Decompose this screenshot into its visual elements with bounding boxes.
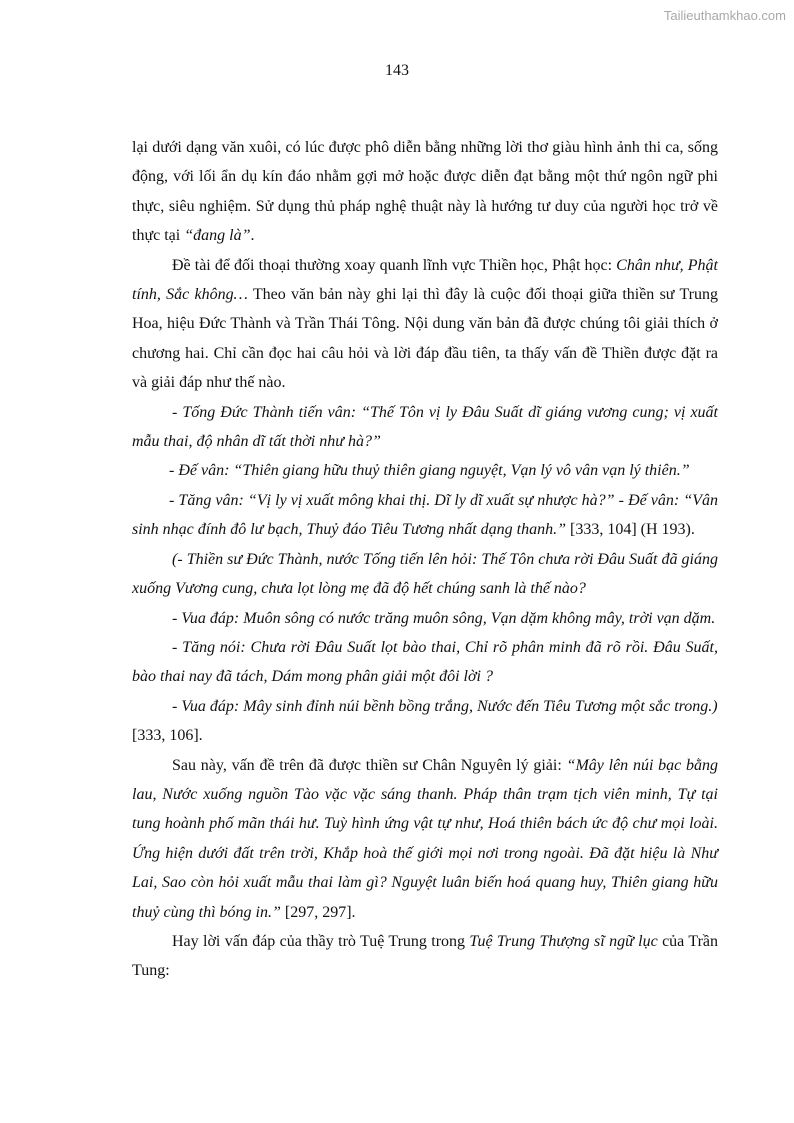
quote-answer-1-text: - Đế vân: “Thiên giang hữu thuỷ thiên giang nguyệt, Vạn lý vô vân vạn lý thiên.” bbox=[169, 462, 690, 480]
citation-2: [333, 106]. bbox=[132, 727, 203, 745]
translation-answer-1 bbox=[132, 604, 718, 633]
translation-question-1 bbox=[132, 545, 718, 604]
page-number: 143 bbox=[385, 62, 409, 79]
translation-answer-2 bbox=[132, 692, 718, 721]
paragraph-2-italic: Chân như, Phật tính, Sắc không… bbox=[132, 256, 718, 304]
paragraph-2-text: Đề tài để đối thoại thường xoay quanh lĩnh vực Thiền học, Phật học: bbox=[172, 256, 617, 274]
translation-question-2 bbox=[132, 633, 718, 692]
quote-question-1-text: - Tống Đức Thành tiến vân: “Thế Tôn vị ly Đâu Suất dĩ giáng vương cung; vị xuất mẫu thai, độ nhân dĩ tất thời như hà?” bbox=[132, 403, 718, 451]
paragraph-1-italic: “đang là” bbox=[184, 227, 251, 245]
paragraph-2 bbox=[132, 251, 718, 398]
translation-answer-2-text: - Vua đáp: Mây sinh đỉnh núi bềnh bồng trắng, Nước đến Tiêu Tương một sắc trong.) bbox=[172, 697, 718, 715]
paragraph-3-italic: “Mây lên núi bạc bằng lau, Nước xuống nguồn Tào vặc vặc sáng thanh. Pháp thân trạm tịch viên minh, Tự tại tung hoành phố mãn thái hư. Tuỳ hình ứng vật tự như, Hoá thiên bách ức độ chư mọi loài. Ứng hiện dưới đất trên trời, Khắp hoà thế giới mọi nơi trong ngoài. Đã đặt hiệu là Như Lai, Sao còn hỏi xuất mẫu thai làm gì? Nguyệt luân biến hoá quang huy, Thiên giang hữu thuỷ cùng thì bóng in.” bbox=[132, 756, 719, 921]
quote-exchange-2 bbox=[132, 486, 718, 545]
paragraph-4 bbox=[132, 927, 718, 986]
translation-question-1-text: (- Thiền sư Đức Thành, nước Tống tiến lên hỏi: Thế Tôn chưa rời Đâu Suất đã giáng xuống Vương cung, chưa lọt lòng mẹ đã độ hết chúng sanh là thế nào? bbox=[132, 550, 718, 598]
paragraph-3-citation: [297, 297]. bbox=[280, 903, 356, 921]
translation-answer-1-text: - Vua đáp: Muôn sông có nước trăng muôn sông, Vạn dặm không mây, trời vạn dặm. bbox=[172, 609, 716, 627]
quote-exchange-2-text: - Tăng vân: “Vị ly vị xuất mông khai thị. Dĩ ly dĩ xuất sự nhược hà?” - Đế vân: “Vân sinh nhạc đính đô lư bạch, Thuỷ đáo Tiêu Tương nhất dạng thanh.” bbox=[132, 491, 718, 539]
translation-question-2-text: - Tăng nói: Chưa rời Đâu Suất lọt bào thai, Chỉ rõ phân minh đã rõ rồi. Đâu Suất, bào thai nay đã tách, Dám mong phân giải một đôi lời ? bbox=[132, 638, 718, 686]
paragraph-1 bbox=[132, 133, 718, 251]
document-body bbox=[132, 133, 718, 986]
watermark: Tailieuthamkhao.com bbox=[663, 8, 786, 23]
paragraph-2-end: Theo văn bản này ghi lại thì đây là cuộc đối thoại giữa thiền sư Trung Hoa, hiệu Đức Thành và Trần Thái Tông. Nội dung văn bản đã được chúng tôi giải thích ở chương hai. Chỉ cần đọc hai câu hỏi và lời đáp đầu tiên, ta thấy vấn đề Thiền được đặt ra và giải đáp như thế nào. bbox=[132, 286, 718, 392]
paragraph-1-text: lại dưới dạng văn xuôi, có lúc được phô diễn bằng những lời thơ giàu hình ảnh thi ca, sống động, với lối ẩn dụ kín đáo nhằm gợi mở hoặc được diễn đạt bằng một thứ ngôn ngữ phi thực, siêu nghiệm. Sử dụng thủ pháp nghệ thuật này là hướng tư duy của người học trở về thực tại bbox=[132, 139, 718, 245]
quote-question-1 bbox=[132, 398, 718, 457]
paragraph-3-text: Sau này, vấn đề trên đã được thiền sư Chân Nguyên lý giải: bbox=[172, 756, 567, 774]
paragraph-4-text: Hay lời vấn đáp của thầy trò Tuệ Trung trong bbox=[172, 932, 470, 950]
paragraph-1-end: . bbox=[250, 227, 255, 245]
quote-answer-1 bbox=[132, 456, 718, 485]
citation-1: [333, 104] (H 193). bbox=[566, 521, 695, 539]
paragraph-4-end: của Trần Tung: bbox=[132, 932, 719, 980]
paragraph-4-italic: Tuệ Trung Thượng sĩ ngữ lục bbox=[469, 932, 658, 950]
paragraph-3 bbox=[132, 751, 718, 927]
